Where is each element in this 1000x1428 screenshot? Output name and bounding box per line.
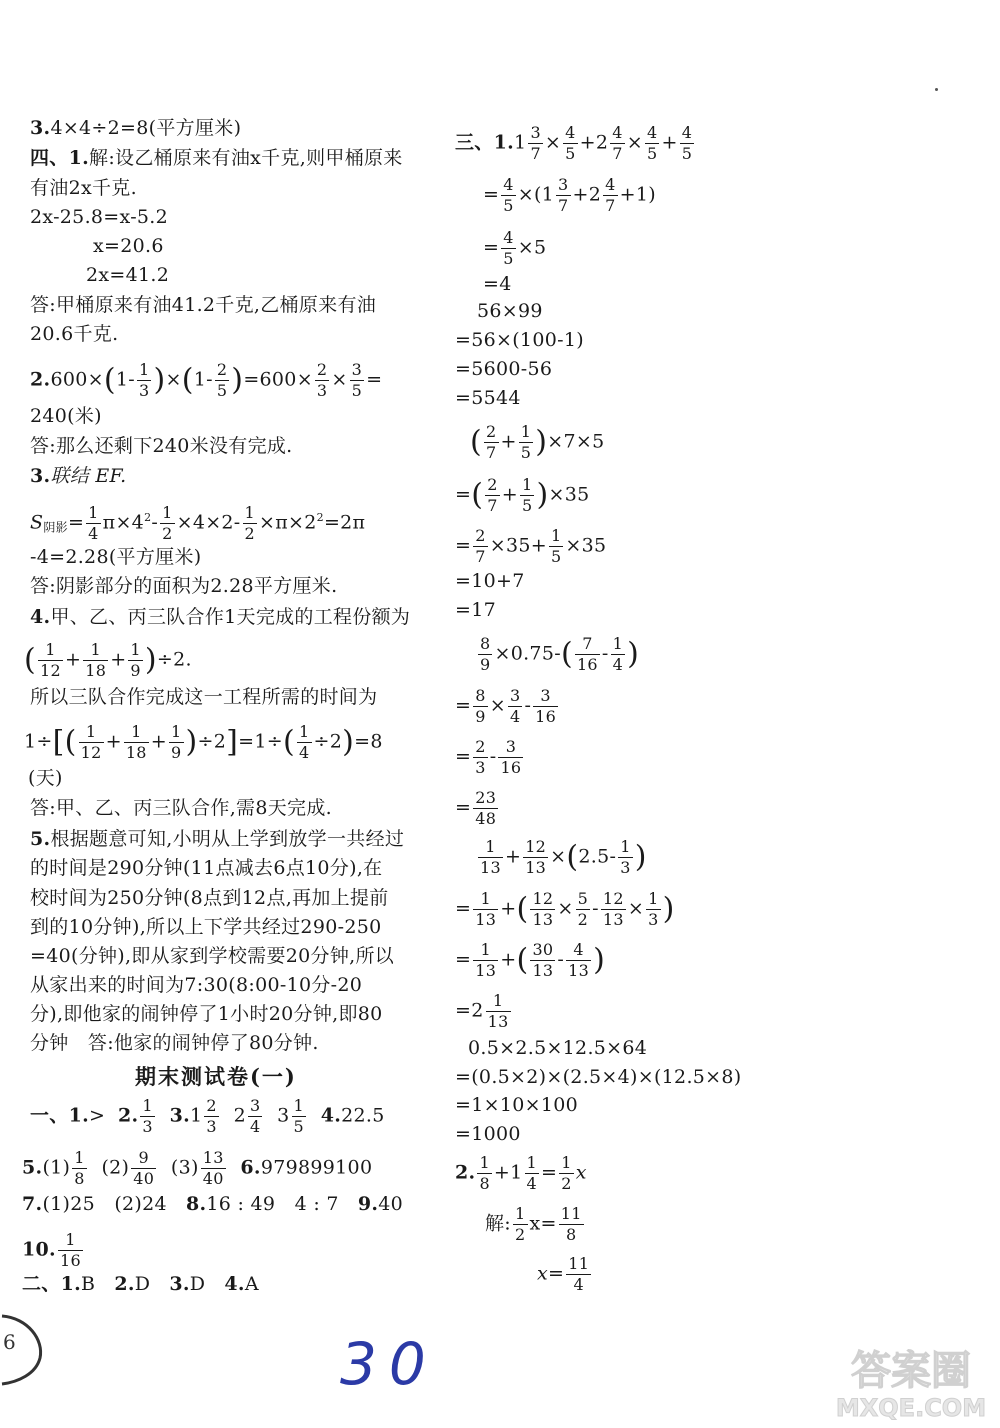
fraction: $\frac{1}{5}$ <box>521 475 533 515</box>
fraction: $\frac{11}{8}$ <box>560 1204 582 1244</box>
right-line-12: =10+7 <box>455 570 525 592</box>
right-line-20: = $\frac{1}{13}$ +( $\frac{30}{13}$ - $\frac{4}{13}$ ) <box>455 940 606 980</box>
right-line-8: =5544 <box>455 387 521 409</box>
watermark-top-text: 答案圈 <box>851 1348 971 1394</box>
fraction: $\frac{5}{2}$ <box>577 889 589 929</box>
left-line-3: 有油2x千克. <box>30 177 137 199</box>
fraction: $\frac{30}{13}$ <box>532 940 554 980</box>
left-line-11: 答:那么还剩下240米没有完成. <box>30 435 293 457</box>
fraction: $\frac{3}{16}$ <box>500 737 522 777</box>
fraction: $\frac{1}{3}$ <box>620 837 631 877</box>
handwritten-number: 30 <box>340 1330 438 1398</box>
left-line-15: 答:阴影部分的面积为2.28平方厘米. <box>30 575 338 597</box>
right-line-26: 2. $\frac{1}{8}$ +1 $\frac{1}{4}$ = $\frac{1}{2}$ x <box>455 1153 587 1193</box>
left-line-27: 从家出来的时间为7:30(8:00-10分-20 <box>30 974 363 996</box>
fraction: $\frac{1}{4}$ <box>299 722 310 762</box>
right-line-3: = $\frac{4}{5}$ ×5 <box>483 228 547 268</box>
fraction: $\frac{9}{40}$ <box>133 1148 155 1188</box>
fraction: $\frac{1}{18}$ <box>85 640 107 680</box>
fraction: $\frac{1}{4}$ <box>612 634 624 674</box>
left-line-10: 240(米) <box>30 405 102 427</box>
fraction: $\frac{4}{7}$ <box>612 123 623 163</box>
answer-row-3: 7.(1)25 (2)24 8.16 : 49 4 : 7 9.40 <box>22 1193 404 1215</box>
fraction: $\frac{13}{40}$ <box>202 1148 224 1188</box>
fraction: $\frac{4}{5}$ <box>565 123 576 163</box>
left-line-6: 2x=41.2 <box>86 264 170 286</box>
fraction: $\frac{4}{13}$ <box>568 940 590 980</box>
right-line-18: $\frac{1}{13}$ + $\frac{12}{13}$ ×(2.5- $\frac{1}{3}$ ) <box>480 837 647 877</box>
left-line-26: =40(分钟),即从家到学校需要20分钟,所以 <box>30 945 395 967</box>
fraction: $\frac{4}{7}$ <box>605 175 616 215</box>
left-line-14: -4=2.28(平方厘米) <box>30 546 202 568</box>
fraction: $\frac{4}{5}$ <box>503 228 514 268</box>
answer-row-4: 10. $\frac{1}{16}$ <box>22 1230 81 1270</box>
right-line-24: =1×10×100 <box>455 1094 578 1116</box>
left-line-25: 到的10分钟),所以上下学共经过290-250 <box>30 916 382 938</box>
exam-title: 期末测试卷(一) <box>135 1064 297 1089</box>
fraction: $\frac{12}{13}$ <box>532 889 554 929</box>
right-line-15: = $\frac{8}{9}$ × $\frac{3}{4}$ - $\frac{3}{16}$ <box>455 686 557 726</box>
right-line-16: = $\frac{2}{3}$ - $\frac{3}{16}$ <box>455 737 522 777</box>
fraction: $\frac{2}{7}$ <box>475 526 486 566</box>
fraction: $\frac{2}{3}$ <box>206 1096 217 1136</box>
fraction: $\frac{2}{3}$ <box>475 737 486 777</box>
fraction: $\frac{1}{16}$ <box>59 1230 81 1270</box>
answer-row-2: 5.(1) $\frac{1}{8}$ (2) $\frac{9}{40}$ (3) $\frac{13}{40}$ 6.979899100 <box>22 1148 373 1188</box>
fraction: $\frac{1}{12}$ <box>40 640 61 680</box>
right-line-19: = $\frac{1}{13}$ +( $\frac{12}{13}$ × $\frac{5}{2}$ - $\frac{12}{13}$ × $\frac{1}{3}$ ) <box>455 889 675 929</box>
right-line-11: = $\frac{2}{7}$ ×35+ $\frac{1}{5}$ ×35 <box>455 526 607 566</box>
fraction: $\frac{3}{16}$ <box>535 686 557 726</box>
right-line-17: = $\frac{23}{48}$ <box>455 788 497 828</box>
fraction: $\frac{2}{5}$ <box>216 360 228 400</box>
fraction: $\frac{3}{7}$ <box>558 175 569 215</box>
fraction: $\frac{11}{4}$ <box>568 1254 590 1294</box>
right-line-22: 0.5×2.5×12.5×64 <box>468 1037 648 1059</box>
fraction: $\frac{1}{8}$ <box>479 1153 490 1193</box>
fraction: $\frac{4}{5}$ <box>681 123 693 163</box>
fraction: $\frac{1}{13}$ <box>487 991 509 1031</box>
fraction: $\frac{1}{3}$ <box>648 889 659 929</box>
fraction: $\frac{1}{3}$ <box>138 360 150 400</box>
left-line-18: 所以三队合作完成这一工程所需的时间为 <box>30 686 378 708</box>
watermark-bottom-text: MXQE.COM <box>835 1394 987 1422</box>
page-number: 6 <box>3 1330 16 1354</box>
fraction: $\frac{4}{5}$ <box>646 123 658 163</box>
fraction: $\frac{1}{2}$ <box>515 1204 526 1244</box>
right-line-13: =17 <box>455 599 496 621</box>
fraction: $\frac{1}{5}$ <box>293 1096 305 1136</box>
left-line-28: 分),即他家的闹钟停了1小时20分钟,即80 <box>30 1003 383 1025</box>
fraction: $\frac{4}{5}$ <box>503 175 514 215</box>
left-line-16: 4.甲、乙、丙三队合作1天完成的工程份额为 <box>30 606 411 628</box>
right-line-9: ( $\frac{2}{7}$ + $\frac{1}{5}$ )×7×5 <box>470 422 605 462</box>
left-line-7: 答:甲桶原来有油41.2千克,乙桶原来有油 <box>30 294 377 316</box>
fraction: $\frac{1}{18}$ <box>125 722 147 762</box>
left-line-24: 校时间为250分钟(8点到12点,再加上提前 <box>30 887 389 909</box>
left-line-9: 2.600×(1- $\frac{1}{3}$ )×(1- $\frac{2}{5}$ )=600× $\frac{2}{3}$ × $\frac{3}{5}$ = <box>30 360 383 400</box>
fraction: $\frac{23}{48}$ <box>475 788 497 828</box>
fraction: $\frac{3}{4}$ <box>509 686 521 726</box>
fraction: $\frac{1}{13}$ <box>475 940 497 980</box>
right-line-21: =2 $\frac{1}{13}$ <box>455 991 509 1031</box>
answer-row-5: 二、1.B 2.D 3.D 4.A <box>22 1273 259 1295</box>
fraction: $\frac{8}{9}$ <box>475 686 486 726</box>
left-line-20: (天) <box>28 767 63 789</box>
left-line-23: 的时间是290分钟(11点减去6点10分),在 <box>30 857 383 879</box>
left-line-13: $S_{阴影}=$ $\frac{1}{4}$ $\pi\times 4^2-$ $\frac{1}{2}$ ×4×2- $\frac{1}{2}$ $\times\pi\times 2^2=2\pi$ <box>30 503 366 543</box>
right-line-27: 解: $\frac{1}{2}$ x= $\frac{11}{8}$ <box>485 1204 582 1244</box>
fraction: $\frac{1}{4}$ <box>88 503 99 543</box>
fraction: $\frac{3}{7}$ <box>530 123 541 163</box>
fraction: $\frac{1}{12}$ <box>80 722 102 762</box>
right-line-7: =5600-56 <box>455 358 553 380</box>
fraction: $\frac{1}{9}$ <box>130 640 141 680</box>
fraction: $\frac{1}{2}$ <box>162 503 173 543</box>
right-line-4: =4 <box>483 273 512 295</box>
fraction: $\frac{1}{2}$ <box>244 503 256 543</box>
left-line-5: x=20.6 <box>93 235 164 257</box>
right-line-14: $\frac{8}{9}$ ×0.75-( $\frac{7}{16}$ - $\frac{1}{4}$ ) <box>480 634 640 674</box>
left-line-1: 3.4×4÷2=8(平方厘米) <box>30 117 242 139</box>
fraction: $\frac{7}{16}$ <box>576 634 598 674</box>
fraction: $\frac{2}{7}$ <box>487 475 498 515</box>
fraction: $\frac{1}{3}$ <box>142 1096 153 1136</box>
left-line-12: 3.联结 EF. <box>30 465 127 487</box>
left-line-8: 20.6千克. <box>30 323 119 345</box>
fraction: $\frac{1}{4}$ <box>526 1153 538 1193</box>
fraction: $\frac{1}{5}$ <box>550 526 562 566</box>
watermark-logo <box>826 1340 996 1422</box>
right-line-6: =56×(100-1) <box>455 329 584 351</box>
left-line-21: 答:甲、乙、丙三队合作,需8天完成. <box>30 797 332 819</box>
fraction: $\frac{3}{4}$ <box>249 1096 261 1136</box>
fraction: $\frac{12}{13}$ <box>602 889 624 929</box>
left-line-17: ( $\frac{1}{12}$ + $\frac{1}{18}$ + $\frac{1}{9}$ )÷2. <box>24 640 192 680</box>
right-line-1: 三、1.1 $\frac{3}{7}$ × $\frac{4}{5}$ +2 $\frac{4}{7}$ × $\frac{4}{5}$ + $\frac{4}{5}$ <box>455 123 693 163</box>
scan-dot <box>935 88 938 91</box>
fraction: $\frac{2}{7}$ <box>486 422 497 462</box>
left-line-4: 2x-25.8=x-5.2 <box>30 206 169 228</box>
fraction: $\frac{3}{5}$ <box>351 360 363 400</box>
right-line-2: = $\frac{4}{5}$ ×(1 $\frac{3}{7}$ +2 $\frac{4}{7}$ +1) <box>483 175 656 215</box>
right-line-23: =(0.5×2)×(2.5×4)×(12.5×8) <box>455 1066 742 1088</box>
answer-row-1: 一、1.> 2. $\frac{1}{3}$ 3.1 $\frac{2}{3}$ 2 $\frac{3}{4}$ 3 $\frac{1}{5}$ 4.22.5 <box>30 1096 385 1136</box>
left-line-22: 5.根据题意可知,小明从上学到放学一共经过 <box>30 828 405 850</box>
right-line-25: =1000 <box>455 1123 521 1145</box>
right-line-10: =( $\frac{2}{7}$ + $\frac{1}{5}$ )×35 <box>455 475 590 515</box>
fraction: $\frac{1}{13}$ <box>475 889 497 929</box>
left-line-29: 分钟 答:他家的闹钟停了80分钟. <box>30 1032 319 1054</box>
fraction: $\frac{1}{5}$ <box>520 422 532 462</box>
fraction: $\frac{12}{13}$ <box>525 837 547 877</box>
fraction: $\frac{8}{9}$ <box>480 634 491 674</box>
right-line-28: x= $\frac{11}{4}$ <box>537 1254 590 1294</box>
fraction: $\frac{1}{2}$ <box>561 1153 572 1193</box>
left-line-19: 1÷[( $\frac{1}{12}$ + $\frac{1}{18}$ + $\frac{1}{9}$ )÷2]=1÷( $\frac{1}{4}$ ÷2)=8 <box>24 722 383 762</box>
fraction: $\frac{1}{8}$ <box>74 1148 85 1188</box>
fraction: $\frac{1}{9}$ <box>171 722 182 762</box>
fraction: $\frac{2}{3}$ <box>316 360 328 400</box>
fraction: $\frac{1}{13}$ <box>480 837 501 877</box>
left-line-2: 四、1.解:设乙桶原来有油x千克,则甲桶原来 <box>30 147 403 169</box>
right-line-5: 56×99 <box>477 300 543 322</box>
